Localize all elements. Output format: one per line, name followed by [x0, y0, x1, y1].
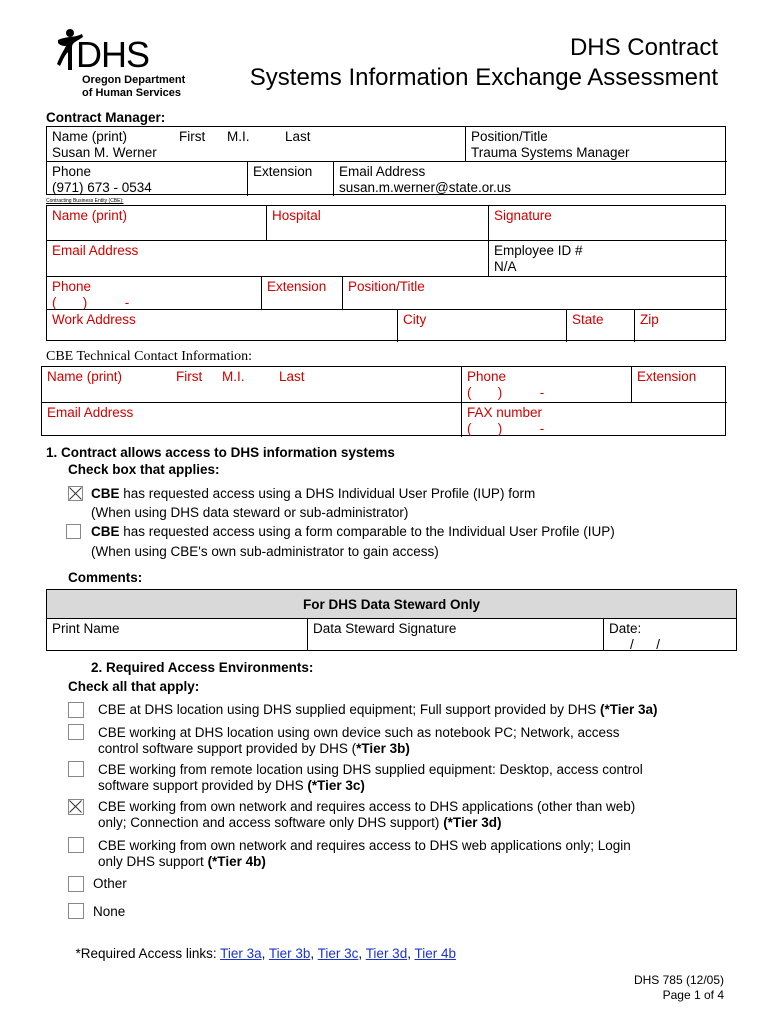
cbe-hospital-cell[interactable]	[266, 206, 488, 240]
access-links-label: *Required Access links:	[75, 946, 221, 961]
cm-extension-label: Extension	[253, 164, 313, 179]
link-tier-3b[interactable]: Tier 3b	[268, 946, 311, 961]
cm-phone-value[interactable]: (971) 673 - 0534	[52, 180, 152, 195]
tc-fax-cell[interactable]	[461, 402, 727, 437]
tc-phone-placeholder: ( ) -	[467, 385, 545, 400]
steward-date-cell[interactable]	[603, 619, 736, 650]
cbe-email-cell[interactable]	[47, 240, 488, 276]
env-option2-tier: *Tier 3b)	[356, 741, 410, 756]
logo-letters: DHS	[76, 34, 150, 75]
cm-position-value[interactable]: Trauma Systems Manager	[471, 145, 630, 160]
cm-extension-cell	[247, 161, 333, 196]
logo-line2: of Human Services	[82, 87, 182, 99]
cbe-signature-cell[interactable]	[488, 206, 727, 240]
env-option3-tier: (*Tier 3c)	[307, 778, 365, 793]
tc-phone-cell[interactable]	[461, 367, 631, 402]
env-other-label: Other	[93, 876, 127, 891]
env-option1-text: CBE at DHS location using DHS supplied equipment; Full support provided by DHS	[98, 702, 600, 717]
cm-phone-cell	[47, 161, 247, 196]
cbe-signature-label: Signature	[494, 208, 552, 223]
comments-label: Comments:	[68, 570, 143, 585]
section2-sub: Check all that apply:	[68, 679, 200, 694]
steward-date-label: Date:	[609, 621, 642, 636]
tc-phone-label: Phone	[467, 369, 507, 384]
env-option3-line2	[98, 778, 365, 793]
tech-contact-table	[41, 366, 726, 436]
env-option5-checkbox[interactable]	[68, 837, 84, 853]
tc-fax-label: FAX number	[467, 405, 543, 420]
env-option2-checkbox[interactable]	[68, 724, 84, 740]
link-tier-4b[interactable]: Tier 4b	[414, 946, 456, 961]
cbe-employee-cell[interactable]	[488, 240, 727, 276]
env-option5-line2	[98, 854, 266, 869]
cm-mi-label: M.I.	[227, 129, 250, 144]
cbe-name-cell[interactable]	[47, 206, 266, 240]
tc-email-label: Email Address	[47, 405, 134, 420]
section1-option2-text: has requested access using a form comparable to the Individual User Profile (IUP)	[119, 524, 615, 539]
link-tier-3c[interactable]: Tier 3c	[317, 946, 359, 961]
cbe-extension-cell[interactable]	[261, 276, 342, 309]
cbe-email-label: Email Address	[52, 243, 139, 258]
cm-phone-label: Phone	[52, 164, 92, 179]
section1-option2-bold: CBE	[91, 524, 120, 539]
cbe-zip-label: Zip	[640, 312, 659, 327]
cbe-position-cell[interactable]	[342, 276, 727, 309]
section1-option2-note: (When using CBE's own sub-administrator to gain access)	[91, 544, 439, 559]
footer-page-number: Page 1 of 4	[662, 988, 724, 1002]
cbe-state-cell[interactable]	[566, 309, 634, 342]
env-none-checkbox[interactable]	[68, 903, 84, 919]
steward-table	[46, 589, 737, 651]
tc-name-label: Name (print)	[47, 369, 123, 384]
tc-extension-cell[interactable]	[631, 367, 727, 402]
cbe-zip-cell[interactable]	[634, 309, 727, 342]
cm-email-value[interactable]: susan.m.werner@state.or.us	[339, 180, 512, 195]
env-option4-line1: CBE working from own network and requires access to DHS applications (other than web)	[98, 799, 636, 814]
cbe-work-address-cell[interactable]	[47, 309, 397, 342]
cbe-hospital-label: Hospital	[272, 208, 321, 223]
env-option2-line2	[98, 741, 410, 756]
cbe-phone-label: Phone	[52, 279, 92, 294]
cm-name-cell	[47, 127, 465, 161]
cm-email-label: Email Address	[339, 164, 426, 179]
section1-option1-bold: CBE	[91, 486, 120, 501]
cm-email-cell	[333, 161, 727, 196]
access-links-row: *Required Access links: Tier 3a, Tier 3b, Tier 3c, Tier 3d, Tier 4b	[75, 946, 456, 961]
env-option1-tier: (*Tier 3a)	[600, 702, 658, 717]
section1-option1-text: has requested access using a DHS Individual User Profile (IUP) form	[119, 486, 536, 501]
cbe-phone-placeholder: ( ) -	[52, 295, 130, 310]
env-option5-line1: CBE working from own network and requires access to DHS web applications only; Login	[98, 838, 631, 853]
cm-position-label: Position/Title	[471, 129, 548, 144]
cbe-phone-cell[interactable]	[47, 276, 261, 309]
env-option5-tier: (*Tier 4b)	[207, 854, 266, 869]
tc-mi-label: M.I.	[222, 369, 245, 384]
section1-option2	[91, 524, 615, 539]
cbe-city-cell[interactable]	[397, 309, 566, 342]
env-option4-text: only; Connection and access software only DHS support)	[98, 815, 444, 830]
steward-signature-label: Data Steward Signature	[313, 621, 457, 636]
link-tier-3d[interactable]: Tier 3d	[365, 946, 408, 961]
page-title-line2: Systems Information Exchange Assessment	[249, 64, 718, 91]
cm-name-value[interactable]: Susan M. Werner	[52, 145, 157, 160]
env-option4-line2	[98, 815, 501, 830]
contract-manager-table	[46, 126, 726, 195]
env-other-checkbox[interactable]	[68, 876, 84, 892]
env-option2-line1: CBE working at DHS location using own device such as notebook PC; Network, access	[98, 725, 620, 740]
cbe-work-address-label: Work Address	[52, 312, 136, 327]
cbe-name-label: Name (print)	[52, 208, 128, 223]
tc-fax-placeholder: ( ) -	[467, 421, 545, 436]
section1-heading: 1. Contract allows access to DHS information systems	[46, 445, 395, 460]
cbe-extension-label: Extension	[267, 279, 327, 294]
steward-print-name-label: Print Name	[52, 621, 120, 636]
env-option4-tier: (*Tier 3d)	[443, 815, 502, 830]
section1-option1	[91, 486, 535, 501]
section1-option2-checkbox[interactable]	[66, 524, 81, 539]
section1-option1-note: (When using DHS data steward or sub-administrator)	[91, 505, 409, 520]
tc-extension-label: Extension	[637, 369, 697, 384]
env-option1-checkbox[interactable]	[68, 702, 84, 718]
tc-email-cell[interactable]	[42, 402, 461, 437]
tc-first-label: First	[176, 369, 203, 384]
logo-line1: Oregon Department	[82, 74, 186, 86]
section2-heading: 2. Required Access Environments:	[91, 660, 314, 675]
steward-date-slashes: / /	[630, 637, 661, 652]
cbe-employee-value: N/A	[494, 259, 517, 274]
env-option4-checkbox[interactable]	[68, 799, 84, 815]
cm-name-label: Name (print)	[52, 129, 128, 144]
link-tier-3a[interactable]: Tier 3a	[220, 946, 262, 961]
tc-last-label: Last	[279, 369, 305, 384]
section1-sub: Check box that applies:	[68, 462, 220, 477]
env-option1	[98, 702, 658, 717]
page-title-line1: DHS Contract	[569, 34, 718, 61]
steward-signature-cell[interactable]	[307, 619, 603, 650]
cm-first-label: First	[179, 129, 206, 144]
cm-last-label: Last	[285, 129, 311, 144]
footer-form-id: DHS 785 (12/05)	[633, 973, 724, 987]
cbe-tiny-label: Contracting Business Entity (CBE):	[46, 198, 124, 204]
cbe-city-label: City	[403, 312, 427, 327]
steward-header: For DHS Data Steward Only	[47, 590, 736, 619]
section1-option1-checkbox[interactable]	[68, 486, 83, 501]
env-option2-text: control software support provided by DHS (	[98, 741, 357, 756]
steward-print-name-cell[interactable]	[47, 619, 307, 650]
env-option3-text: software support provided by DHS	[98, 778, 308, 793]
cbe-state-label: State	[572, 312, 604, 327]
cbe-employee-label: Employee ID #	[494, 243, 583, 258]
tc-name-cell[interactable]	[42, 367, 461, 402]
env-option5-text: only DHS support	[98, 854, 208, 869]
tech-contact-heading: CBE Technical Contact Information:	[46, 349, 252, 364]
dhs-logo	[52, 26, 212, 100]
env-option3-line1: CBE working from remote location using DHS supplied equipment: Desktop, access control	[98, 762, 643, 777]
cbe-table	[46, 205, 726, 341]
env-option3-checkbox[interactable]	[68, 761, 84, 777]
cbe-position-label: Position/Title	[348, 279, 425, 294]
cm-position-cell	[465, 127, 727, 161]
contract-manager-heading: Contract Manager:	[46, 110, 166, 125]
env-none-label: None	[93, 904, 126, 919]
